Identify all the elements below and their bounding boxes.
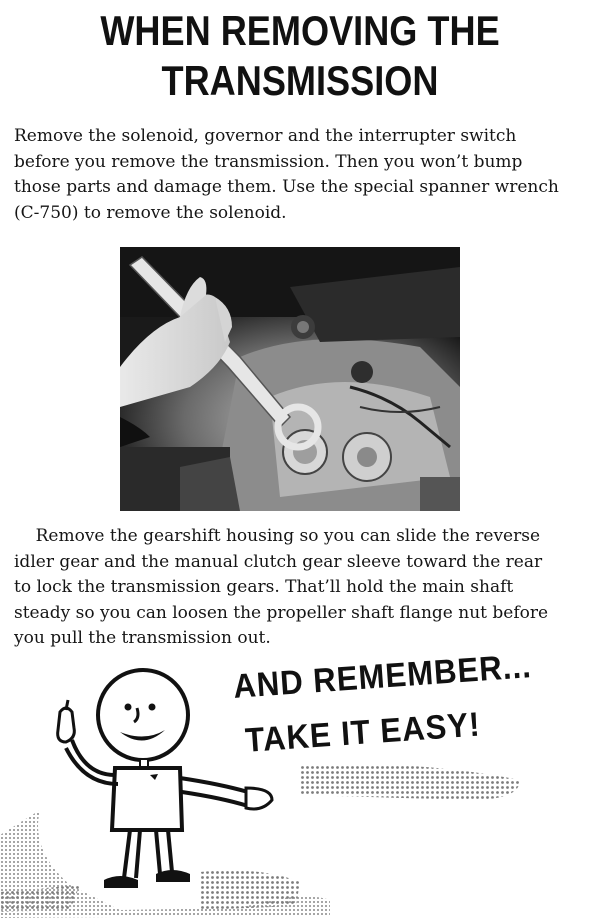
paragraph-line: those parts and damage them. Use the special spanner wrench <box>14 177 559 197</box>
paragraph-line: Remove the solenoid, governor and the interrupter switch <box>14 126 517 146</box>
mascot-head <box>98 670 188 760</box>
slogan-take-it-easy: TAKE IT EASY! <box>244 705 482 760</box>
paragraph-line: you pull the transmission out. <box>14 628 271 648</box>
page-title <box>42 6 558 106</box>
paragraph-line: before you remove the transmission. Then you won’t bump <box>14 151 523 172</box>
paragraph-line: (C-750) to remove the solenoid. <box>14 202 287 223</box>
paragraph-line: steady so you can loosen the propeller shaft flange nut before <box>14 602 549 623</box>
photo-illustration <box>120 247 460 511</box>
halftone-streak <box>300 764 520 800</box>
transmission-photo <box>120 247 460 511</box>
mascot-body <box>112 768 182 830</box>
intro-paragraph <box>14 124 596 226</box>
title-line-2: TRANSMISSION <box>161 57 439 104</box>
slogan-remember: AND REMEMBER... <box>232 647 533 706</box>
paragraph-line: Remove the gearshift housing so you can slide the reverse <box>14 526 541 546</box>
gearshift-paragraph <box>14 524 596 652</box>
title-line-1: WHEN REMOVING THE <box>100 7 500 54</box>
paragraph-line: to lock the transmission gears. That’ll hold the main shaft <box>14 577 514 597</box>
paragraph-line: idler gear and the manual clutch gear sleeve toward the rear <box>14 551 543 572</box>
